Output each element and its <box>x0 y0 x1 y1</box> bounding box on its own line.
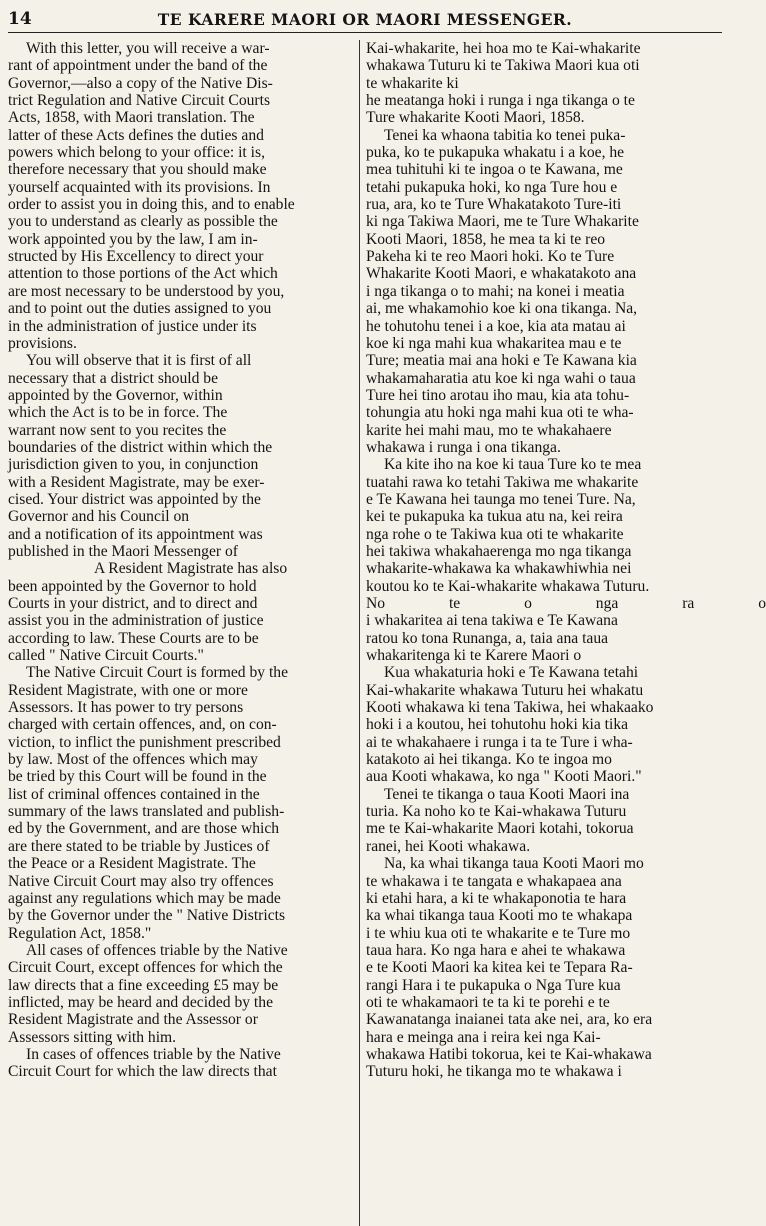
text-line: Tenei ka whaona tabitia ko tenei puka- <box>384 126 626 144</box>
text-line: against any regulations which may be made <box>8 889 281 907</box>
text-line: nga rohe o te Takiwa kua oti te whakarite <box>366 525 624 543</box>
text-line: Pakeha ki te reo Maori hoki. Ko te Ture <box>366 248 615 266</box>
text-line: e te Kooti Maori ka kitea kei te Tepara Ra- <box>366 959 633 977</box>
running-header <box>8 6 722 33</box>
text-line: taua hara. Ko nga hara e ahei te whakawa <box>366 941 626 959</box>
text-line: with a Resident Magistrate, may be exer- <box>8 473 265 491</box>
text-line: charged with certain offences, and, on con- <box>8 716 277 734</box>
text-line: the Peace or a Resident Magistrate. The <box>8 855 256 873</box>
text-line: Kooti whakawa ki tena Takiwa, hei whakaako <box>366 699 654 717</box>
text-line: and a notification of its appointment was <box>8 525 263 543</box>
text-line: Resident Magistrate and the Assessor or <box>8 1011 258 1029</box>
text-line: ai, me whakamohio koe ki ona tikanga. Na, <box>366 300 638 318</box>
text-line: rangi Hara i te pukapuka o Nga Ture kua <box>366 976 621 994</box>
text-line: aua Kooti whakawa, ko nga " Kooti Maori." <box>366 768 642 786</box>
text-line: structed by His Excellency to direct your <box>8 248 264 266</box>
text-line: tetahi pukapuka hoki, ko nga Ture hou e <box>366 178 618 196</box>
text-line: puka, ko te pukapuka whakatu i a koe, he <box>366 144 625 162</box>
text-line: Kai-whakarite, hei hoa mo te Kai-whakarite <box>366 40 641 57</box>
text-line: koe ki nga mahi kua whakaritea mau e te <box>366 334 622 352</box>
text-line: whakawa Tuturu ki te Takiwa Maori kua oti <box>366 57 640 75</box>
text-line: Ture whakarite Kooti Maori, 1858. <box>366 109 585 127</box>
text-line: whakawa i runga i ona tikanga. <box>366 438 561 456</box>
text-line: whakaritenga ki te Karere Maori o <box>366 647 582 665</box>
text-line: Resident Magistrate, with one or more <box>8 681 248 699</box>
text-line: oti te whakamaori te ta ki te porehi e te <box>366 993 610 1011</box>
text-line: Whakarite Kooti Maori, e whakatakoto ana <box>366 265 637 283</box>
text-line: With this letter, you will receive a war- <box>26 40 270 57</box>
text-line: kei te pukapuka ka tukua atu na, kei reira <box>366 508 623 526</box>
text-line: list of criminal offences contained in the <box>8 785 260 803</box>
text-line: Assessors. It has power to try persons <box>8 699 244 717</box>
text-line: ka whai tikanga taua Kooti mo te whakapa <box>366 907 633 925</box>
text-line: Kua whakaturia hoki e Te Kawana tetahi <box>384 664 639 682</box>
text-line: ki nga Takiwa Maori, me te Ture Whakarite <box>366 213 639 231</box>
text-line: viction, to inflict the punishment prescribed <box>8 733 281 751</box>
text-line: Ka kite iho na koe ki taua Ture ko te mea <box>384 456 642 474</box>
text-line: tohungia atu hoki nga mahi kua oti te wha- <box>366 404 634 422</box>
text-line: Ture hei tino arotau iho mau, kia ata tohu- <box>366 386 630 404</box>
text-line: according to law. These Courts are to be <box>8 629 259 647</box>
text-line: tuatahi rawa ko tetahi Takiwa me whakarite <box>366 473 639 491</box>
text-line: Assessors sitting with him. <box>8 1028 177 1046</box>
text-line: appointed by the Governor, within <box>8 386 223 404</box>
text-line: me te Kai-whakarite Maori kotahi, tokorua <box>366 820 634 838</box>
text-line: whakawa Hatibi tokorua, kei te Kai-whakawa <box>366 1045 652 1063</box>
text-line: are most necessary to be understood by you, <box>8 282 285 300</box>
text-line: warrant now sent to you recites the <box>8 421 227 439</box>
text-line: Regulation Act, 1858." <box>8 924 152 942</box>
text-line: law directs that a fine exceeding £5 may be <box>8 976 279 994</box>
text-line: assist you in the administration of justice <box>8 612 264 630</box>
page-number: 14 <box>8 9 32 29</box>
text-line: whakamaharatia atu koe ki nga wahi o taua <box>366 369 636 387</box>
text-line: katakoto ai hei tikanga. Ko te ingoa mo <box>366 751 612 769</box>
text-line: You will observe that it is first of all <box>26 352 252 370</box>
text-line: Governor,—also a copy of the Native Dis- <box>8 74 273 92</box>
text-line: Kooti Maori, 1858, he mea ta ki te reo <box>366 230 606 248</box>
text-line: jurisdiction given to you, in conjunction <box>8 456 259 474</box>
text-line: yourself acquainted with its provisions. In <box>8 178 271 196</box>
text-line: The Native Circuit Court is formed by the <box>26 664 289 682</box>
text-columns <box>8 40 766 1226</box>
text-line: attention to those portions of the Act which <box>8 265 278 283</box>
text-line: inflicted, may be heard and decided by the <box>8 993 273 1011</box>
text-line: be tried by this Court will be found in the <box>8 768 267 786</box>
text-line: karite hei mahi mau, mo te whakahaere <box>366 421 612 439</box>
text-line: koutou ko te Kai-whakarite whakawa Tuturu. <box>366 577 650 595</box>
text-line: hei takiwa whakahaerenga mo nga tikanga <box>366 542 632 560</box>
text-line: he tohutohu tenei i a koe, kia ata matau ai <box>366 317 626 335</box>
text-line: e Te Kawana hei taunga mo tenei Ture. Na, <box>366 490 636 508</box>
text-line: Acts, 1858, with Maori translation. The <box>8 109 255 127</box>
text-line: Native Circuit Court may also try offences <box>8 872 274 890</box>
text-line: whakarite-whakawa ka whakawhiwhia nei <box>366 560 632 578</box>
text-line: published in the Maori Messenger of <box>8 542 238 560</box>
text-line: No te o nga ra o <box>366 595 766 612</box>
text-line: te whakarite ki <box>366 74 459 92</box>
text-line: i nga tikanga o to mahi; na konei i meatia <box>366 282 625 300</box>
text-line: Courts in your district, and to direct and <box>8 595 258 612</box>
text-line: which the Act is to be in force. The <box>8 404 228 422</box>
text-line: provisions. <box>8 334 77 352</box>
text-line: ratou ko tona Runanga, a, taia ana taua <box>366 629 609 647</box>
text-line: te whakawa i te tangata e whakapaea ana <box>366 872 622 890</box>
text-line: ki etahi hara, a ki te whakaponotia te hara <box>366 889 627 907</box>
text-line: summary of the laws translated and publish- <box>8 803 285 821</box>
text-line: you to understand as clearly as possible the <box>8 213 278 231</box>
text-line: Ture; meatia mai ana hoki e Te Kawana kia <box>366 352 637 370</box>
right-column-maori <box>360 40 766 1226</box>
text-line: Governor and his Council on <box>8 508 190 526</box>
text-line: boundaries of the district within which the <box>8 438 273 456</box>
text-line: In cases of offences triable by the Native <box>26 1045 281 1063</box>
text-line: Circuit Court for which the law directs that <box>8 1063 277 1081</box>
text-line: Circuit Court, except offences for which the <box>8 959 283 977</box>
text-line: by law. Most of the offences which may <box>8 751 258 769</box>
text-line: Na, ka whai tikanga taua Kooti Maori mo <box>384 855 644 873</box>
text-line: turia. Ka noho ko te Kai-whakawa Tuturu <box>366 803 627 821</box>
text-line: latter of these Acts defines the duties and <box>8 126 264 144</box>
text-line: rant of appointment under the band of the <box>8 57 268 75</box>
text-line: mea tuhituhi ki te ingoa o te Kawana, me <box>366 161 623 179</box>
page-title: TE KARERE MAORI OR MAORI MESSENGER. <box>157 9 573 29</box>
text-line: Tenei te tikanga o taua Kooti Maori ina <box>384 785 630 803</box>
text-line: work appointed you by the law, I am in- <box>8 230 258 248</box>
text-line: Kai-whakarite whakawa Tuturu hei whakatu <box>366 681 644 699</box>
text-line: hara e meinga ana i reira kei nga Kai- <box>366 1028 601 1046</box>
text-line: are there stated to be triable by Justices of <box>8 837 270 855</box>
text-line: cised. Your district was appointed by the <box>8 490 261 508</box>
text-line: order to assist you in doing this, and to enable <box>8 196 295 214</box>
text-line: in the administration of justice under its <box>8 317 257 335</box>
left-column-english <box>8 40 359 1226</box>
text-line: therefore necessary that you should make <box>8 161 267 179</box>
text-line: rua, ara, ko te Ture Whakatakoto Ture-iti <box>366 196 622 214</box>
text-line: Tuturu hoki, he tikanga mo te whakawa i <box>366 1063 622 1081</box>
text-line: ai te whakahaere i runga i ta te Ture i wha- <box>366 733 633 751</box>
text-line: hoki i a koutou, hei tohutohu hoki kia tika <box>366 716 629 734</box>
text-line: necessary that a district should be <box>8 369 219 387</box>
text-line: All cases of offences triable by the Native <box>26 941 288 959</box>
text-line: ed by the Government, and are those which <box>8 820 280 838</box>
text-line: he meatanga hoki i runga i nga tikanga o te <box>366 92 635 110</box>
text-line: i te whiu kua oti te whakarite e te Ture mo <box>366 924 631 942</box>
text-line: Kawanatanga inaianei tata ake nei, ara, ko era <box>366 1011 653 1029</box>
text-line: called " Native Circuit Courts." <box>8 647 204 665</box>
text-line: powers which belong to your office: it is, <box>8 144 265 162</box>
text-line: i whakaritea ai tena takiwa e Te Kawana <box>366 612 618 630</box>
text-line: A Resident Magistrate has also <box>94 560 288 578</box>
text-line: been appointed by the Governor to hold <box>8 577 257 595</box>
text-line: trict Regulation and Native Circuit Courts <box>8 92 271 110</box>
text-line: ranei, hei Kooti whakawa. <box>366 837 531 855</box>
text-line: and to point out the duties assigned to you <box>8 300 272 318</box>
text-line: by the Governor under the " Native Districts <box>8 907 286 925</box>
